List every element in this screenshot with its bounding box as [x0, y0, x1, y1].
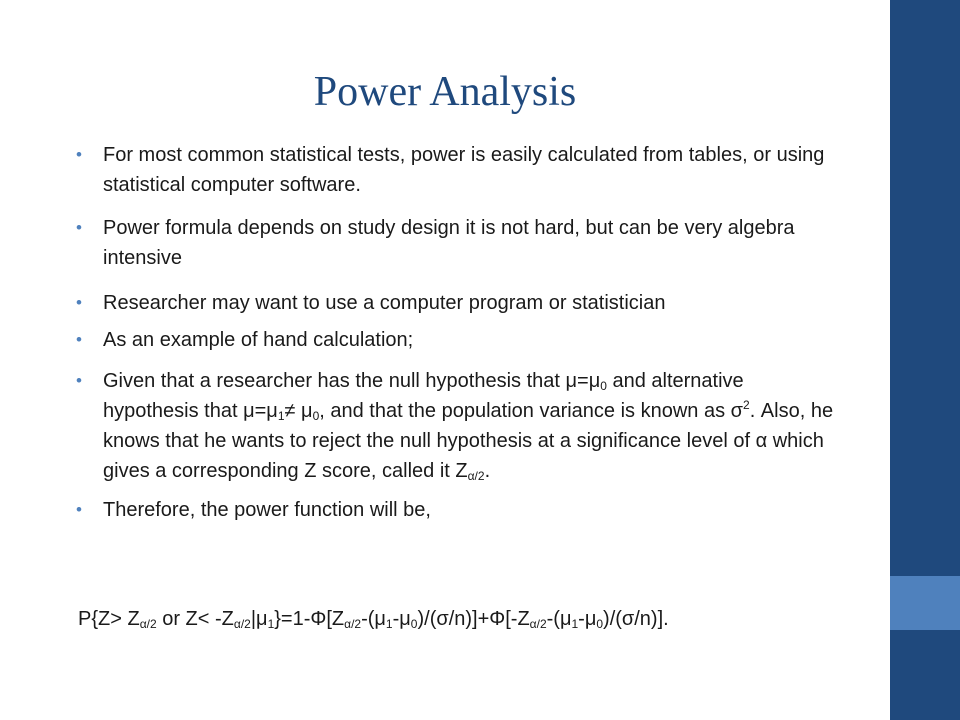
bullet-dot-icon: • [76, 330, 82, 349]
bullet-dot-icon: • [76, 145, 82, 164]
decorative-side-bar-accent [890, 576, 960, 630]
bullet-dot-icon: • [76, 218, 82, 237]
bullet-dot-icon: • [76, 371, 82, 390]
bullet-item [76, 288, 836, 318]
bullet-text: As an example of hand calculation; [103, 329, 414, 351]
bullet-dot-icon: • [76, 500, 82, 519]
subscript: α/2 [529, 617, 547, 631]
subscript: 0 [410, 617, 418, 631]
subscript: α/2 [233, 617, 251, 631]
power-function-formula: $P\{Z> Z_{\alpha/2}$ or $Z< -Z_{\alpha/2}|\mu_1\}=1-\Phi[Z_{\alpha/2}-(\mu_1-\mu_0)/(\sigma/n)]+\Phi[-Z_{\alpha/2}-(\mu_1-\mu_0)/(\sigma/n)]$. [78, 608, 669, 631]
bullet-text: Given that a researcher has the null hypothesis that $\mu=\mu_0$ and alternative hypothesis that $\mu=\mu_1\ne \mu_0$, and that the population variance is known as $\sigma^2$. Also, he knows that he wants to reject the null hypothesis at a significance level of α which gives a corresponding Z score, called it $Z_{\alpha/2}$. [103, 370, 834, 483]
bullet-item [76, 495, 836, 525]
bullet-item [76, 213, 836, 273]
bullet-dot-icon: • [76, 293, 82, 312]
subscript: 0 [312, 409, 320, 423]
subscript: 1 [385, 617, 393, 631]
decorative-side-bar-bottom [890, 630, 960, 720]
subscript: 1 [277, 409, 285, 423]
bullet-text: Therefore, the power function will be, [103, 499, 431, 521]
decorative-side-bar-top [890, 0, 960, 576]
subscript: α/2 [467, 469, 485, 483]
subscript: 0 [600, 379, 607, 393]
subscript: α/2 [139, 617, 157, 631]
bullet-text: For most common statistical tests, power is easily calculated from tables, or using statistical computer software. [103, 144, 825, 196]
subscript: 0 [596, 617, 604, 631]
bullet-item [76, 325, 836, 355]
bullet-list [76, 140, 836, 525]
superscript: 2 [743, 398, 750, 412]
bullet-item [76, 366, 836, 486]
bullet-text: Power formula depends on study design it is not hard, but can be very algebra intensive [103, 217, 795, 269]
slide-title: Power Analysis [313, 69, 577, 115]
subscript: 1 [571, 617, 579, 631]
bullet-text: Researcher may want to use a computer program or statistician [103, 292, 666, 314]
subscript: 1 [267, 617, 275, 631]
subscript: α/2 [344, 617, 362, 631]
bullet-item [76, 140, 836, 200]
